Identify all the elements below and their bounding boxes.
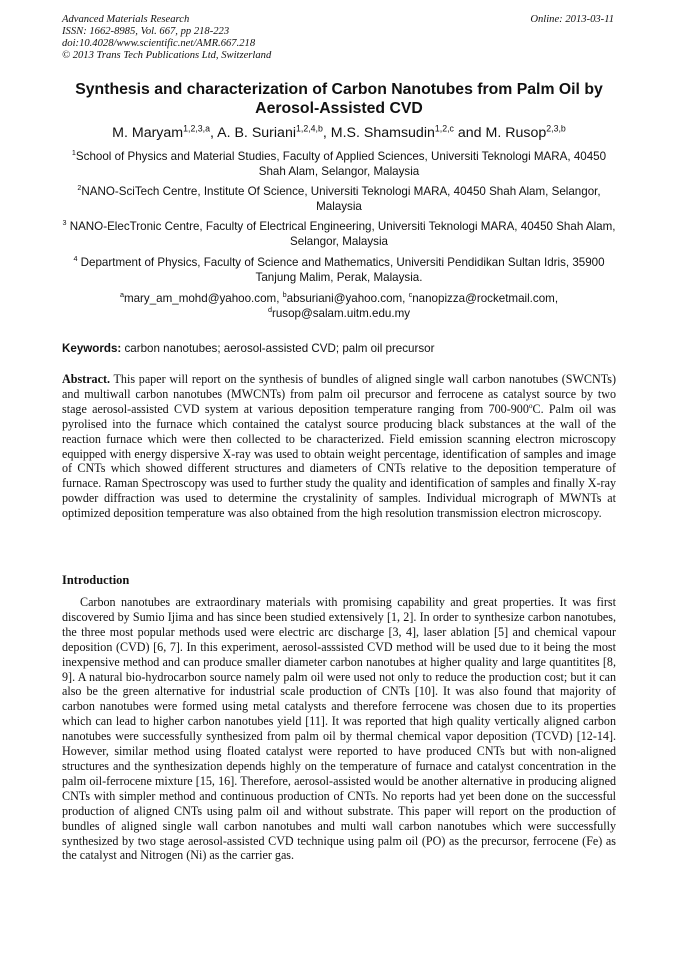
affiliation-4 [62, 256, 616, 285]
affiliation-text: NANO-ElecTronic Centre, Faculty of Electrical Engineering, Universiti Teknologi MARA, 40450 Shah Alam, Selangor, Malaysia [66, 220, 616, 248]
author-superscript: 1,2,4,b [295, 123, 323, 134]
affiliation-superscript: 2 [77, 183, 82, 193]
abstract-text-part2: C. Palm oil was pyrolised into the furnace which contained the catalyst source producing black substances at the wall of the reaction furnace which were then collected to be characterized. Field emission scanning electron microscopy equipped with energy dispersive X-ray was used to obtain weight percentage, identification of samples and image of CNTs which showed different structures and diameters of CNTs relative to the deposition temperature of furnace. Raman Spectroscopy was used to further study the quality and identification of samples and finally X-ray powder diffraction was used to determine the crystalinity of samples. Individual micrograph of MWNTs at optimized deposition temperature was also obtained from the high resolution transmission electron microscopy. [62, 401, 616, 521]
abstract [62, 372, 616, 521]
author-superscript: 1,2,3,a [183, 123, 211, 134]
affiliation-1 [62, 150, 616, 179]
journal-doi[interactable]: doi:10.4028/www.scientific.net/AMR.667.218 [62, 38, 256, 49]
affiliation-text: NANO-SciTech Centre, Institute Of Science, Universiti Teknologi MARA, 40450 Shah Alam, Selangor, Malaysia [81, 185, 601, 213]
author-separator: and [453, 125, 486, 141]
author-separator: , [210, 125, 218, 141]
email-superscript: c [408, 290, 413, 300]
author-superscript: 2,3,b [546, 123, 566, 134]
email-superscript: b [282, 290, 287, 300]
introduction-heading: Introduction [62, 573, 130, 587]
author-separator: , [322, 125, 331, 141]
journal-header [62, 14, 271, 62]
online-date: Online: 2013-03-11 [530, 14, 614, 25]
affiliation-3 [62, 220, 616, 249]
author-emails [62, 292, 616, 321]
journal-copyright: © 2013 Trans Tech Publications Ltd, Switzerland [62, 50, 272, 61]
affiliation-text: School of Physics and Material Studies, Faculty of Applied Sciences, Universiti Teknologi MARA, 40450 Shah Alam, Selangor, Malaysia [75, 150, 607, 178]
author-name: M.S. Shamsudin [330, 125, 435, 141]
email-address[interactable]: absuriani@yahoo.com [286, 292, 403, 305]
paper-title: Synthesis and characterization of Carbon Nanotubes from Palm Oil by Aerosol-Assisted CVD [75, 81, 603, 117]
introduction-paragraph: Carbon nanotubes are extraordinary materials with promising capability and great properties. It was first discovered by Sumio Ijima and has since been studied extensively [1, 2]. In order to synthesize carbon nanotubes, the three most popular methods used were electric arc discharge [3, 4], laser ablation [5] and chemical vapour deposition (CVD) [6, 7]. In this experiment, aerosol-asssisted CVD method will be used due to it being the most inexpensive method and can produce smaller diameter carbon nanotubes at higher quality and large quantitites [8, 9]. A natural bio-hydrocarbon source namely palm oil were used not only to reduce the production cost; but it can also be the green alternative for industrial scale production of CNTs [10]. It was also found that majority of carbon nanotubes were formed using metal catalysts and therefore ferrocene was chosen due to its properties which can lead to higher carbon nanotubes yield [11]. It was reported that high quality vertically aligned carbon nanotubes were successfully synthesized from palm oil by thermal chemical vapor deposition (TCVD) [12-14]. However, similar method using floated catalyst were reported to have produced CNTs but with non-aligned structures and the synthesization depends highly on the temperature of furnace and catalyst concentration in the palm oil-ferrocene mixture [15, 16]. Therefore, aerosol-assisted would be another alternative in producing aligned CNTs with simpler method and continuous production of CNTs. No reports had yet been done on the successful production of aligned CNTs using palm oil and without substrate. This paper will report on the production of bundles of aligned single wall carbon nanotubes and multi wall carbon nanotubes which were successfully synthesized by two stage aerosol-assisted CVD technique using palm oil (PO) as the precursor, ferrocene (Fe) as the catalyst and Nitrogen (Ni) as the carrier gas. [62, 595, 616, 863]
email-separator: , [554, 292, 559, 305]
affiliation-2 [62, 185, 616, 214]
keywords-text: carbon nanotubes; aerosol-assisted CVD; palm oil precursor [121, 342, 435, 355]
affiliation-superscript: 4 [73, 254, 78, 264]
abstract-label: Abstract. [62, 372, 111, 386]
abstract-text-part1: This paper will report on the synthesis of bundles of aligned single wall carbon nanotubes (SWCNTs) and multiwall carbon nanotubes (MWCNTs) from palm oil precursor and ferrocene as catalyst source by two stage aerosol-assisted CVD system at various deposition temperature ranging from 700-900 [62, 372, 616, 416]
email-address[interactable]: nanopizza@rocketmail.com [412, 292, 555, 305]
degree-superscript: o [528, 401, 533, 410]
email-address[interactable]: mary_am_mohd@yahoo.com [123, 292, 277, 305]
author-list [62, 124, 616, 142]
email-superscript: d [267, 304, 272, 314]
keywords [62, 342, 616, 356]
email-separator: , [402, 292, 409, 305]
affiliation-text: Department of Physics, Faculty of Science and Mathematics, Universiti Pendidikan Sultan Idris, 35900 Tanjung Malim, Perak, Malaysia. [77, 256, 605, 284]
author-name: A. B. Suriani [217, 125, 296, 141]
affiliation-superscript: 3 [62, 218, 67, 228]
email-address[interactable]: rusop@salam.uitm.edu.my [271, 306, 411, 320]
email-superscript: a [119, 290, 124, 300]
email-separator: , [276, 292, 283, 305]
author-name: M. Rusop [485, 125, 547, 141]
author-name: M. Maryam [112, 125, 184, 141]
journal-name: Advanced Materials Research [62, 14, 190, 25]
keywords-label: Keywords: [62, 342, 122, 355]
author-superscript: 1,2,c [434, 123, 454, 134]
journal-issn: ISSN: 1662-8985, Vol. 667, pp 218-223 [62, 26, 230, 37]
affiliation-superscript: 1 [71, 148, 76, 158]
